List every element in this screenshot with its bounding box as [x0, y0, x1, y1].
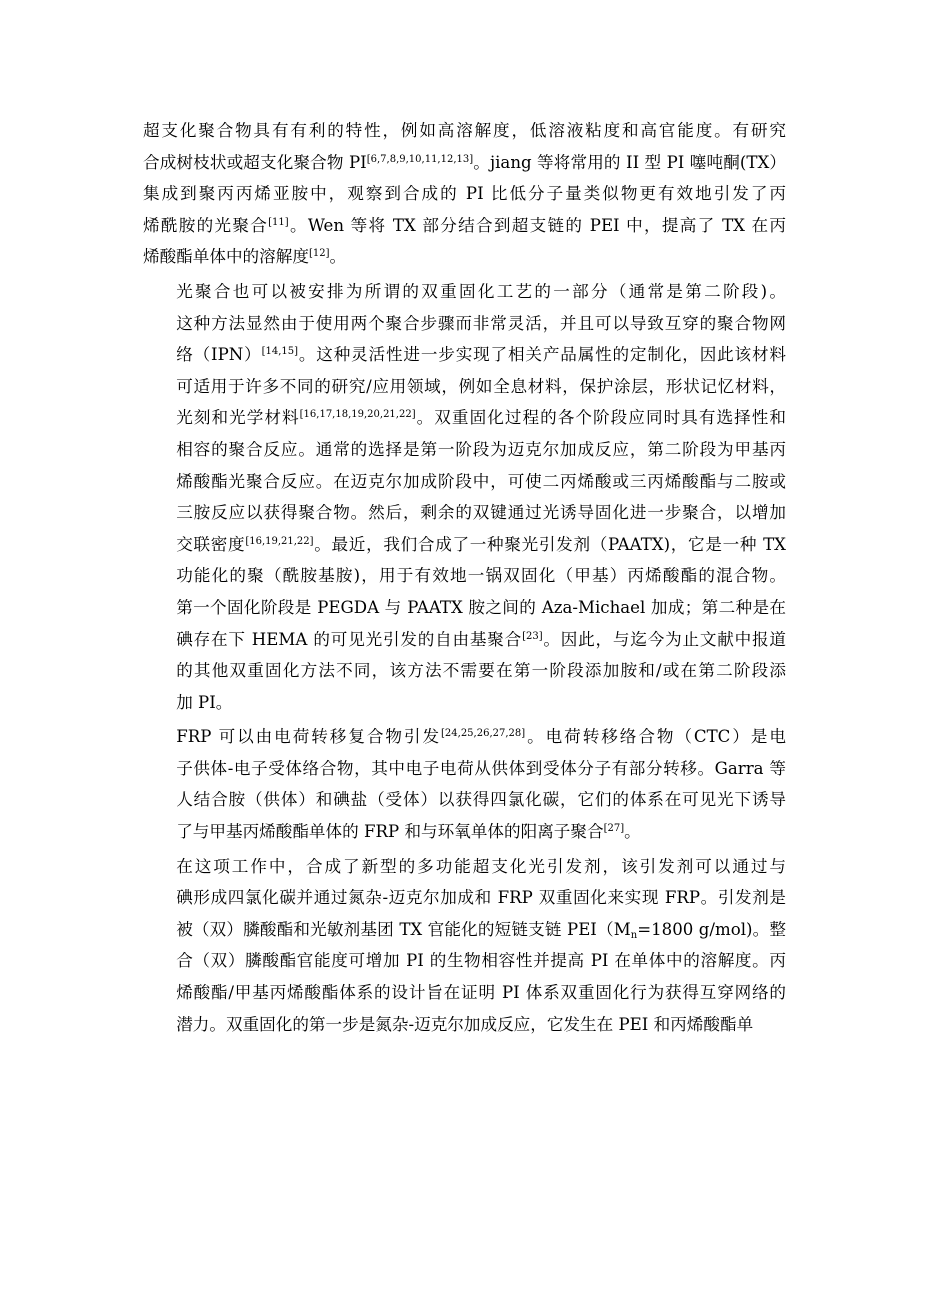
text-run: 。Wen 等将 TX 部分结合到超支链的 PEI 中，提高了 TX 在丙 — [288, 215, 787, 235]
text-line — [143, 210, 786, 242]
text-line — [143, 276, 786, 308]
subscript: n — [630, 929, 638, 941]
text-run: 。 — [624, 822, 641, 842]
text-run: 光聚合也可以被安排为所谓的双重固化工艺的一部分（通常是第二阶段)。 — [176, 281, 786, 301]
text-run: 相容的聚合反应。通常的选择是第一阶段为迈克尔加成反应，第二阶段为甲基丙 — [176, 439, 786, 459]
text-run: 烯酰胺的光聚合 — [143, 215, 269, 235]
text-run: 可适用于许多不同的研究/应用领域，例如全息材料，保护涂层，形状记忆材料， — [176, 376, 786, 396]
citation-ref: [23] — [522, 630, 543, 642]
text-run: 。 — [329, 247, 347, 267]
text-run: 功能化的聚（酰胺基胺)，用于有效地一锅双固化（甲基）丙烯酸酯的混合物。 — [176, 566, 786, 586]
text-run: =1800 g/mol)。整 — [637, 919, 786, 939]
paragraph-1 — [143, 115, 786, 273]
text-line — [143, 178, 786, 210]
text-run: 子供体-电子受体络合物，其中电子电荷从供体到受体分子有部分转移。Garra 等 — [176, 758, 786, 778]
text-line — [143, 402, 786, 434]
text-run: 三胺反应以获得聚合物。然后，剩余的双键通过光诱导固化进一步聚合，以增加 — [176, 503, 786, 523]
text-line — [143, 241, 786, 273]
text-line — [143, 308, 786, 340]
text-run: 这种方法显然由于使用两个聚合步骤而非常灵活，并且可以导致互穿的聚合物网 — [176, 313, 786, 333]
text-run: 光刻和光学材料 — [176, 408, 300, 428]
text-run: 集成到聚丙丙烯亚胺中，观察到合成的 PI 比低分子量类似物更有效地引发了丙 — [143, 184, 786, 204]
text-line — [143, 816, 786, 848]
text-line — [143, 624, 786, 656]
text-line — [143, 851, 786, 883]
text-run: FRP 可以由电荷转移复合物引发 — [176, 727, 442, 747]
text-run: 。双重固化过程的各个阶段应同时具有选择性和 — [415, 408, 787, 428]
text-run: 络（IPN） — [176, 345, 262, 365]
text-line — [143, 339, 786, 371]
text-run: 烯酸酯光聚合反应。在迈克尔加成阶段中，可使二丙烯酸或三丙烯酸酯与二胺或 — [176, 471, 786, 491]
citation-ref: [12] — [308, 248, 330, 260]
text-line — [143, 753, 786, 785]
text-line — [143, 115, 786, 147]
text-line — [143, 592, 786, 624]
text-run: 合（双）膦酸酯官能度可增加 PI 的生物相容性并提高 PI 在单体中的溶解度。丙 — [176, 951, 786, 971]
text-run: 潜力。双重固化的第一步是氮杂-迈克尔加成反应，它发生在 PEI 和丙烯酸酯单 — [176, 1014, 754, 1034]
paragraph-3 — [143, 721, 786, 847]
text-line — [143, 687, 786, 719]
text-line — [143, 1009, 786, 1041]
text-run: 。因此，与迄今为止文献中报道 — [542, 629, 787, 649]
body-text — [143, 115, 786, 1040]
text-line — [143, 466, 786, 498]
paragraph-2 — [143, 276, 786, 718]
text-run: 第一个固化阶段是 PEGDA 与 PAATX 胺之间的 Aza-Michael 加成；第二种是在 — [176, 597, 786, 617]
citation-ref: [16,19,21,22] — [245, 535, 314, 547]
text-line — [143, 371, 786, 403]
text-line — [143, 784, 786, 816]
text-run: 碘形成四氯化碳并通过氮杂-迈克尔加成和 FRP 双重固化来实现 FRP。引发剂是 — [176, 888, 786, 908]
text-line — [143, 977, 786, 1009]
text-run: 在这项工作中，合成了新型的多功能超支化光引发剂，该引发剂可以通过与 — [176, 856, 786, 876]
citation-ref: [24,25,26,27,28] — [441, 728, 526, 740]
text-run: 了与甲基丙烯酸酯单体的 FRP 和与环氧单体的阳离子聚合 — [176, 822, 604, 842]
text-line — [143, 529, 786, 561]
text-line — [143, 655, 786, 687]
text-run: 交联密度 — [176, 534, 246, 554]
text-run: 的其他双重固化方法不同，该方法不需要在第一阶段添加胺和/或在第二阶段添 — [176, 661, 786, 681]
text-line — [143, 882, 786, 914]
text-line — [143, 147, 786, 179]
citation-ref: [27] — [603, 823, 625, 835]
text-run: 人结合胺（供体）和碘盐（受体）以获得四氯化碳，它们的体系在可见光下诱导 — [176, 790, 786, 810]
citation-ref: [11] — [268, 216, 289, 228]
citation-ref: [6,7,8,9,10,11,12,13] — [366, 153, 474, 165]
text-run: 。jiang 等将常用的 II 型 PI 噻吨酮(TX） — [473, 152, 786, 172]
text-run: 合成树枝状或超支化聚合物 PI — [143, 152, 367, 172]
citation-ref: [16,17,18,19,20,21,22] — [299, 409, 416, 421]
text-line — [143, 434, 786, 466]
text-run: 超支化聚合物具有有利的特性，例如高溶解度，低溶液粘度和高官能度。有研究 — [143, 121, 786, 140]
text-line — [143, 945, 786, 977]
text-run: 碘存在下 HEMA 的可见光引发的自由基聚合 — [176, 629, 523, 649]
text-line — [143, 721, 786, 753]
text-run: 加 PI。 — [176, 692, 233, 712]
citation-ref: [14,15] — [261, 346, 298, 358]
text-run: 烯酸酯单体中的溶解度 — [143, 247, 309, 267]
text-run: 烯酸酯/甲基丙烯酸酯体系的设计旨在证明 PI 体系双重固化行为获得互穿网络的 — [176, 983, 786, 1003]
text-run: 。电荷转移络合物（CTC）是电 — [525, 727, 786, 747]
text-line — [143, 497, 786, 529]
text-run: 。这种灵活性进一步实现了相关产品属性的定制化，因此该材料 — [298, 345, 787, 365]
paragraph-4 — [143, 851, 786, 1041]
text-run: 被（双）膦酸酯和光敏剂基团 TX 官能化的短链支链 PEI（M — [176, 919, 631, 939]
text-line — [143, 560, 786, 592]
text-run: 。最近，我们合成了一种聚光引发剂（PAATX)，它是一种 TX — [313, 534, 786, 554]
text-line — [143, 914, 786, 946]
